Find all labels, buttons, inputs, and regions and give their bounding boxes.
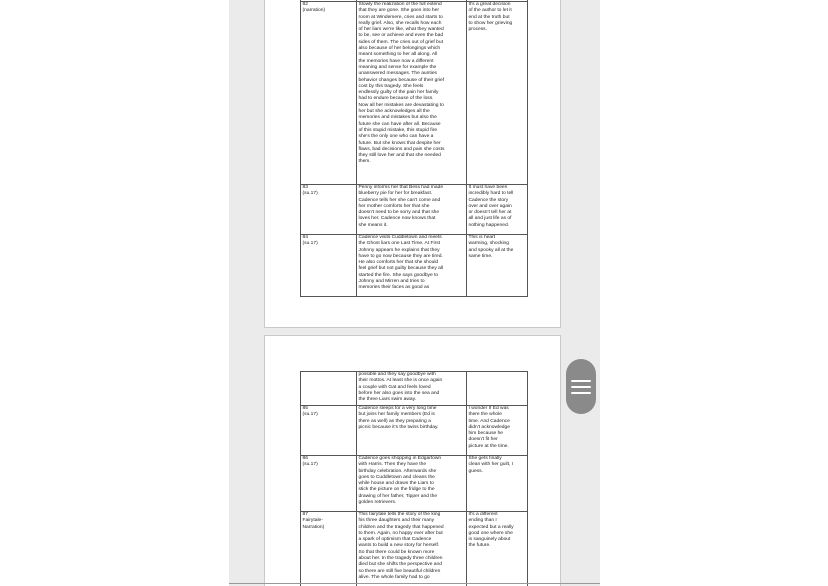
entry-number-cell: 82 (narration) <box>301 2 357 185</box>
table-row <box>301 2 528 185</box>
divider <box>229 583 600 584</box>
comment-cell: I wonder If Ed was there the whole time. And Cadence didn't acknowledge him because he doesn't fit her picture at the time. <box>467 406 528 456</box>
entry-number-cell: 86 (su.17) <box>301 456 357 512</box>
summary-cell: Cadence sleeps for a very long time but joins her family members (Ed is there as well) as they preparing a picnic because it's the twins birthday. <box>357 406 467 456</box>
summary-cell: Cadence visits Cuddletown and meets the Ghost liars one Last Time. At First Johnny appears he explains that they have to go now because they are tired. He also comforts her that she should feel grief but not guilty because they all started the fire. She says goodbye to Johnny and Mirren and tries to memories their faces as good as <box>357 235 467 297</box>
table-row <box>301 512 528 586</box>
table-row <box>301 456 528 512</box>
comment-cell: It's a great decision of the author to let it end at the truth but to show her grieving process. <box>467 2 528 185</box>
summary-cell: Slowly the realization of the full extend that they are gone. She goes into her room at Windemere, cries and starts to really grief. Also, she recalls how each of her liars we're like, what they wanted to be, see or achieve and even the bad sides of them. The cries out of grief but also because of her belongings which meant something to her all along. All the memories have now a different meaning and sense for example the unanswered messages. The aunties behavior changes because of their grief cost by this tragedy. She feels endlessly guilty of the pain her family had to endure because of the loss. Now all her mistakes are devastating to her but she acknowledges all the memories and mistakes but also the future she can have after all. Because of this stupid mistake, this stupid fire she's the only one who can have a future. But she knows that despite her flaws, bad decisions and pain she costs they still love her and that she needed them. <box>357 2 467 185</box>
comment-cell: She gets finally clean with her guilt, I guess. <box>467 456 528 512</box>
entry-number-cell: 85 (su.17) <box>301 406 357 456</box>
table-row <box>301 235 528 297</box>
document-page <box>264 0 561 328</box>
entry-number-cell <box>301 372 357 406</box>
table-row <box>301 185 528 235</box>
drag-handle-icon <box>571 386 591 388</box>
summary-cell: This fairytale tells the story of the king his three daughters and their many children and the tragedy that happened to them. Again, no happy ever after but a spark of optimism that Cadence wants to build a new story for herself. So that there could be known more about her. In the tragedy three children died but she shifts the perspective and so there are still five beautiful children alive. The whole family had to go <box>357 512 467 586</box>
reading-log-table <box>300 0 528 297</box>
summary-cell: Cadence goes shopping in Edgartown with Harris. Then they have the birthday celebration. Afterwards she goes to Cuddletown and cleans the while house and draws the Liars to stick the picture on the fridge to the drawing of her father, Tipper and the golden retrievers. <box>357 456 467 512</box>
document-viewer[interactable] <box>229 0 600 586</box>
entry-number-cell: 83 (su.17) <box>301 185 357 235</box>
comment-cell: It's a different ending than I expected but a really good one where she is sanguinely about the future. <box>467 512 528 586</box>
table-row <box>301 372 528 406</box>
comment-cell: It must have been incredibly hard to tell Cadence the story over and over again or doesn't tell her at all and just life as of nothing happened. <box>467 185 528 235</box>
drag-handle-icon <box>571 380 591 382</box>
entry-number-cell: 87 Fairytale- Narration) <box>301 512 357 586</box>
reading-log-table <box>300 371 528 586</box>
document-page <box>264 335 561 586</box>
summary-cell: possible and they say goodbye with their mottos. At least she is once again a couple with Gat and feels loved before her also goes into the sea and the three Liars swim away. <box>357 372 467 406</box>
scroll-handle[interactable] <box>566 359 596 414</box>
comment-cell: This is heart warming, shocking and spooky all at the same time. <box>467 235 528 297</box>
drag-handle-icon <box>571 392 591 394</box>
entry-number-cell: 84 (su.17) <box>301 235 357 297</box>
summary-cell: Penny informs her that Bess had made blueberry pie for her for breakfast. Cadence tells her she can't come and her mother comforts her that she doesn't need to be sorry and that she loves her. Cadence now knows that she means it. <box>357 185 467 235</box>
comment-cell <box>467 372 528 406</box>
table-row <box>301 406 528 456</box>
